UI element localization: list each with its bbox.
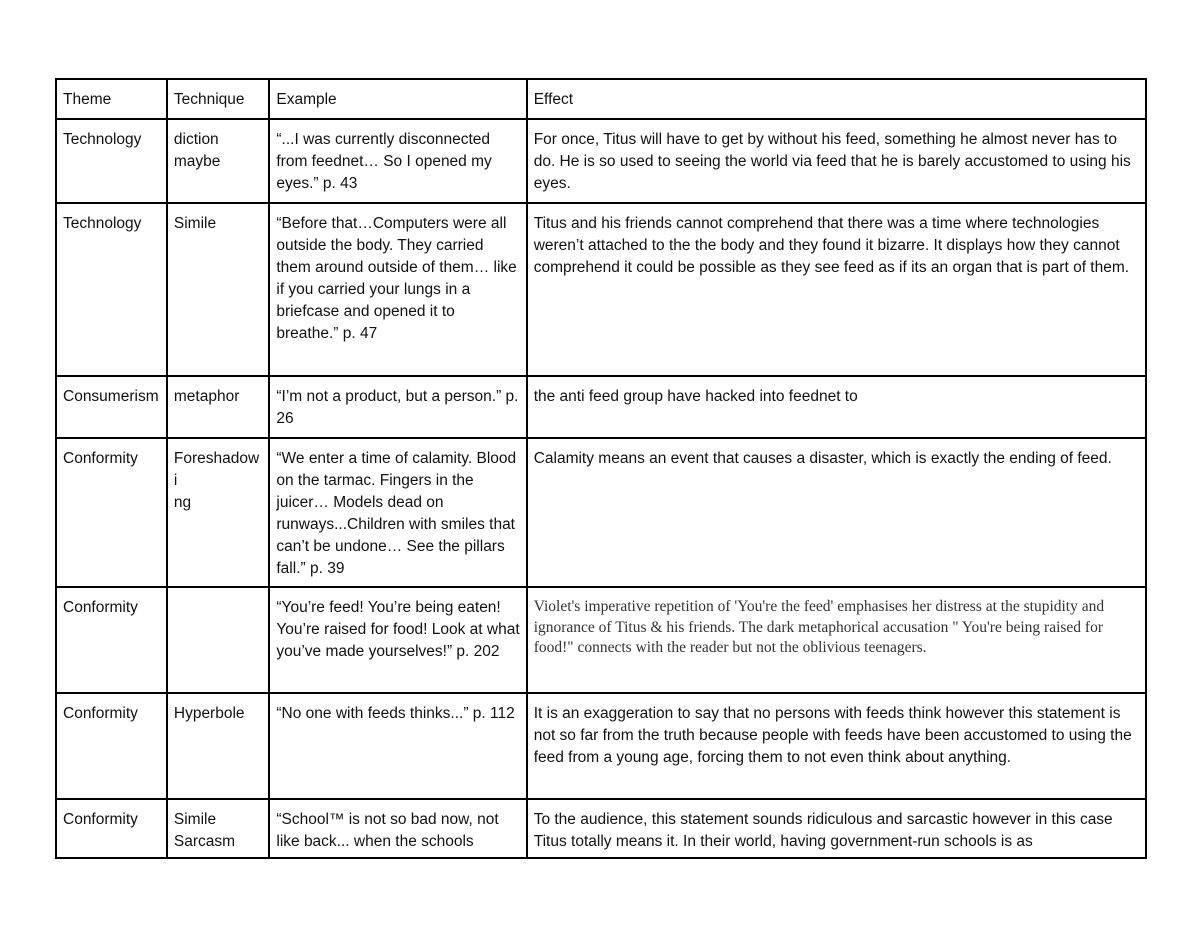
effect-cell: Titus and his friends cannot comprehend that there was a time where technologies weren’t attached to the the body and they found it bizarre. It displays how they cannot comprehend it could be possible as they see feed as if its an organ that is part of them. xyxy=(527,203,1146,376)
example-cell: “Before that…Computers were all outside the body. They carried them around outside of them… like if you carried your lungs in a briefcase and opened it to breathe.” p. 47 xyxy=(269,203,526,376)
table-row xyxy=(56,587,1146,693)
theme-cell: Consumerism xyxy=(56,376,167,438)
technique-cell: diction maybe xyxy=(167,119,270,203)
theme-cell: Technology xyxy=(56,119,167,203)
effect-cell: Violet's imperative repetition of 'You're the feed' emphasises her distress at the stupidity and ignorance of Titus & his friends. The dark metaphorical accusation " You're being raised for food!" connects with the reader but not the oblivious teenagers. xyxy=(527,587,1146,693)
technique-cell xyxy=(167,587,270,693)
table-row xyxy=(56,438,1146,587)
effect-cell: Calamity means an event that causes a disaster, which is exactly the ending of feed. xyxy=(527,438,1146,587)
example-cell: “No one with feeds thinks...” p. 112 xyxy=(269,693,526,799)
literary-techniques-table xyxy=(55,78,1147,859)
table-row xyxy=(56,376,1146,438)
example-cell: “You’re feed! You’re being eaten! You’re raised for food! Look at what you’ve made yourselves!” p. 202 xyxy=(269,587,526,693)
effect-cell: For once, Titus will have to get by without his feed, something he almost never has to do. He is so used to seeing the world via feed that he is barely accustomed to using his eyes. xyxy=(527,119,1146,203)
theme-cell: Technology xyxy=(56,203,167,376)
example-cell: “...I was currently disconnected from feednet… So I opened my eyes.” p. 43 xyxy=(269,119,526,203)
effect-cell: To the audience, this statement sounds ridiculous and sarcastic however in this case Titus totally means it. In their world, having government-run schools is as xyxy=(527,799,1146,858)
technique-cell: Foreshadowi ng xyxy=(167,438,270,587)
example-cell: “School™ is not so bad now, not like back... when the schools xyxy=(269,799,526,858)
header-row xyxy=(56,79,1146,119)
technique-cell: Hyperbole xyxy=(167,693,270,799)
table-row xyxy=(56,119,1146,203)
technique-cell: metaphor xyxy=(167,376,270,438)
header-effect: Effect xyxy=(527,79,1146,119)
table-row xyxy=(56,799,1146,858)
theme-cell: Conformity xyxy=(56,693,167,799)
example-cell: “I’m not a product, but a person.” p. 26 xyxy=(269,376,526,438)
theme-cell: Conformity xyxy=(56,587,167,693)
theme-cell: Conformity xyxy=(56,799,167,858)
header-theme: Theme xyxy=(56,79,167,119)
header-example: Example xyxy=(269,79,526,119)
effect-cell: It is an exaggeration to say that no persons with feeds think however this statement is not so far from the truth because people with feeds have been accustomed to using the feed from a young age, forcing them to not even think about anything. xyxy=(527,693,1146,799)
theme-cell: Conformity xyxy=(56,438,167,587)
technique-cell: Simile Sarcasm xyxy=(167,799,270,858)
technique-cell: Simile xyxy=(167,203,270,376)
effect-cell: the anti feed group have hacked into feednet to xyxy=(527,376,1146,438)
table-row xyxy=(56,693,1146,799)
table-row xyxy=(56,203,1146,376)
example-cell: “We enter a time of calamity. Blood on the tarmac. Fingers in the juicer… Models dead on runways...Children with smiles that can’t be undone… See the pillars fall.” p. 39 xyxy=(269,438,526,587)
header-technique: Technique xyxy=(167,79,270,119)
